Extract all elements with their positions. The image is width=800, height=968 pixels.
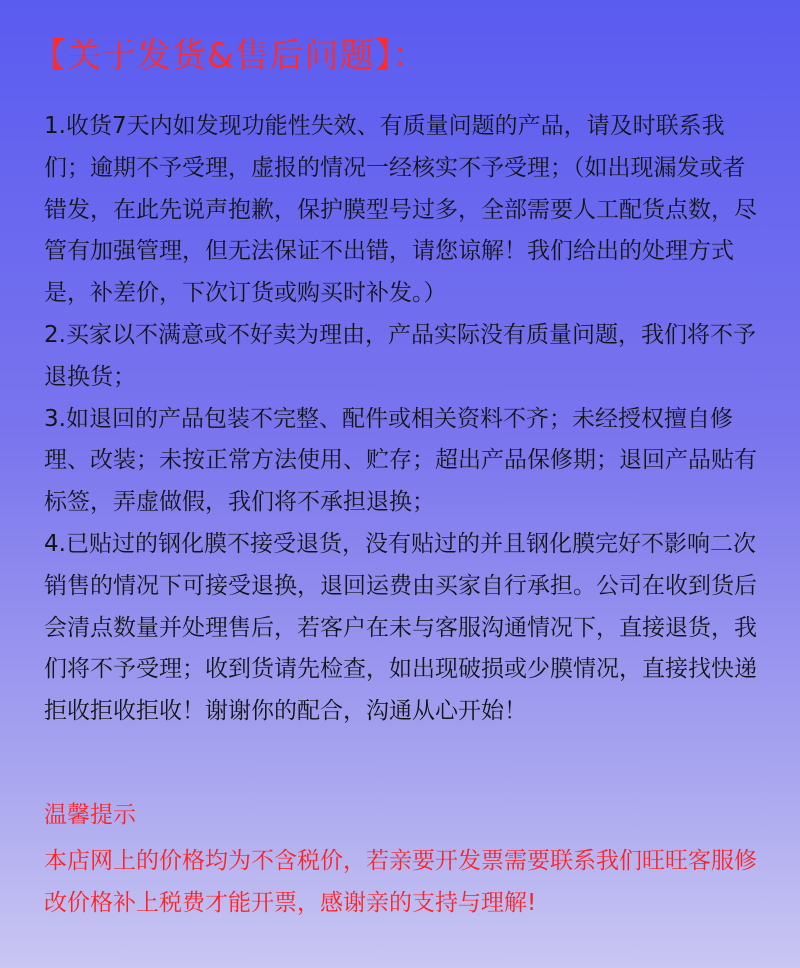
notice-title: 【关于发货&售后问题】： <box>32 36 428 76</box>
policy-item-4: 4.已贴过的钢化膜不接受退货，没有贴过的并且钢化膜完好不影响二次销售的情况下可接受退换，退回运费由买家自行承担。公司在收到货后会清点数量并处理售后，若客户在未与客服沟通情况下，直接退货，我们将不予受理；收到货请先检查，如出现破损或少膜情况，直接找快递拒收拒收拒收！谢谢你的配合，沟通从心开始！ <box>44 530 757 725</box>
tip-body: 本店网上的价格均为不含税价，若亲要开发票需要联系我们旺旺客服修改价格补上税费才能开票，感谢亲的支持与理解! <box>44 848 757 916</box>
policy-item-1: 1.收货7天内如发现功能性失效、有质量问题的产品，请及时联系我们；逾期不予受理，虚报的情况一经核实不予受理；（如出现漏发或者错发，在此先说声抱歉，保护膜型号过多，全部需要人工配货点数，尽管有加强管理，但无法保证不出错，请您谅解！我们给出的处理方式是，补差价，下次订货或购买时补发。） <box>44 113 757 307</box>
tip-title: 温馨提示 <box>44 802 136 828</box>
policy-item-3: 3.如退回的产品包装不完整、配件或相关资料不齐；未经授权擅自修理、改装；未按正常方法使用、贮存；超出产品保修期；退回产品贴有标签，弄虚做假，我们将不承担退换； <box>44 405 757 516</box>
policy-content <box>44 106 760 733</box>
policy-item-2: 2.买家以不满意或不好卖为理由，产品实际没有质量问题，我们将不予退换货； <box>44 321 756 390</box>
